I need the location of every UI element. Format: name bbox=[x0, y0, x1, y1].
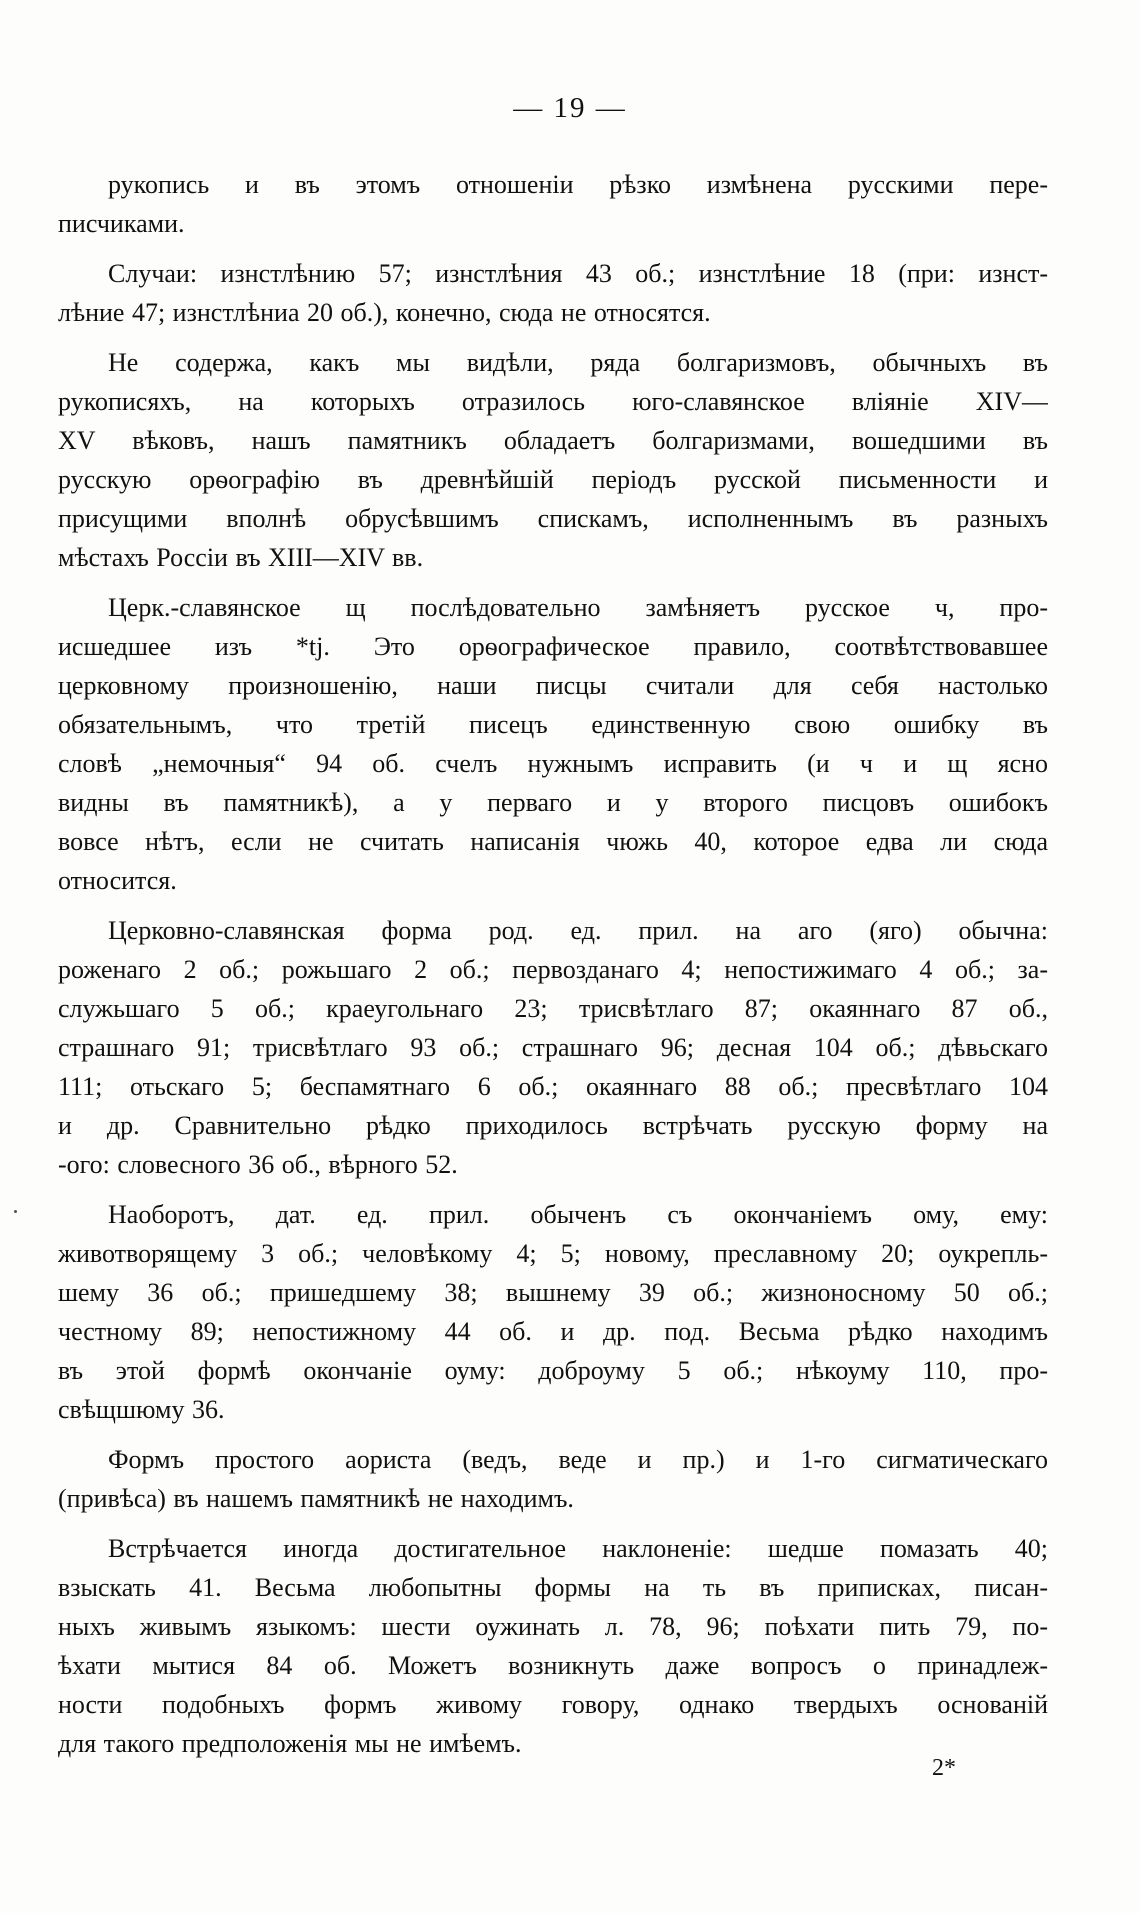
text-line: рукопись и въ этомъ отношеніи рѣзко измѣнена русскими пере- bbox=[108, 170, 1048, 199]
text-line: писчиками. bbox=[58, 209, 185, 238]
text-line: Случаи: изнстлѣнию 57; изнстлѣния 43 об.; изнстлѣние 18 (при: изнст- bbox=[108, 259, 1048, 288]
text-line: и др. Сравнительно рѣдко приходилось встрѣчать русскую форму на bbox=[58, 1111, 1048, 1140]
text-line: животворящему 3 об.; человѣкому 4; 5; новому, преславному 20; оукрепль- bbox=[58, 1239, 1048, 1268]
text-line: обязательнымъ, что третій писецъ единственную свою ошибку въ bbox=[58, 710, 1048, 739]
paragraph bbox=[58, 1195, 1048, 1429]
text-line: словѣ „немочныя“ 94 об. счелъ нужнымъ исправить (и ч и щ ясно bbox=[58, 749, 1048, 778]
text-line: Встрѣчается иногда достигательное наклоненіе: шедше помазать 40; bbox=[108, 1534, 1048, 1563]
text-line: роженаго 2 об.; рожьшаго 2 об.; первозданаго 4; непостижимаго 4 об.; за- bbox=[58, 955, 1048, 984]
text-line: честному 89; непостижному 44 об. и др. под. Весьма рѣдко находимъ bbox=[58, 1317, 1048, 1346]
text-line: взыскать 41. Весьма любопытны формы на ть въ приписках, писан- bbox=[58, 1573, 1048, 1602]
text-line: исшедшее изъ *tj. Это орѳографическое правило, соотвѣтствовавшее bbox=[58, 632, 1048, 661]
text-line: рукописяхъ, на которыхъ отразилось юго-славянское вліяніе XIV— bbox=[58, 387, 1048, 416]
text-line: -ого: словесного 36 об., вѣрного 52. bbox=[58, 1150, 458, 1179]
text-line: страшнаго 91; трисвѣтлаго 93 об.; страшнаго 96; десная 104 об.; дѣвьскаго bbox=[58, 1033, 1048, 1062]
text-line: (привѣса) въ нашемъ памятникѣ не находимъ. bbox=[58, 1484, 574, 1513]
printer-signature-mark: 2* bbox=[932, 1755, 956, 1781]
text-line: шему 36 об.; пришедшему 38; вышнему 39 об.; жизноносному 50 об.; bbox=[58, 1278, 1048, 1307]
paragraph bbox=[58, 343, 1048, 577]
text-line: видны въ памятникѣ), а у перваго и у второго писцовъ ошибокъ bbox=[58, 788, 1048, 817]
text-line: свѣщшюму 36. bbox=[58, 1395, 225, 1424]
text-line: ныхъ живымъ языкомъ: шести оужинать л. 78, 96; поѣхати пить 79, по- bbox=[58, 1612, 1048, 1641]
text-line: ѣхати мытися 84 об. Можетъ возникнуть даже вопросъ о принадлеж- bbox=[58, 1651, 1048, 1680]
text-line: Церковно-славянская форма род. ед. прил. на аго (яго) обычна: bbox=[108, 916, 1048, 945]
paragraph bbox=[58, 911, 1048, 1184]
page-number: — 19 — bbox=[513, 92, 627, 124]
text-line: служьшаго 5 об.; краеугольнаго 23; трисвѣтлаго 87; окаяннаго 87 об., bbox=[58, 994, 1048, 1023]
text-line: вовсе нѣтъ, если не считать написанія чюжь 40, которое едва ли сюда bbox=[58, 827, 1048, 856]
body-text bbox=[58, 165, 1048, 1774]
paragraph bbox=[58, 588, 1048, 900]
text-line: церковному произношенію, наши писцы считали для себя настолько bbox=[58, 671, 1048, 700]
paragraph bbox=[58, 1529, 1048, 1763]
text-line: лѣние 47; изнстлѣниа 20 об.), конечно, сюда не относятся. bbox=[58, 298, 711, 327]
text-line: въ этой формѣ окончаніе оуму: доброуму 5 об.; нѣкоуму 110, про- bbox=[58, 1356, 1048, 1385]
text-line: Наоборотъ, дат. ед. прил. обыченъ съ окончаніемъ ому, ему: bbox=[108, 1200, 1048, 1229]
text-line: присущими вполнѣ обрусѣвшимъ спискамъ, исполненнымъ въ разныхъ bbox=[58, 504, 1048, 533]
text-line: Церк.-славянское щ послѣдовательно замѣняетъ русское ч, про- bbox=[108, 593, 1048, 622]
text-line: мѣстахъ Россіи въ XIII—XIV вв. bbox=[58, 543, 424, 572]
margin-speck bbox=[14, 1210, 17, 1213]
text-line: ности подобныхъ формъ живому говору, однако твердыхъ основаній bbox=[58, 1690, 1048, 1719]
text-line: XV вѣковъ, нашъ памятникъ обладаетъ болгаризмами, вошедшими въ bbox=[58, 426, 1048, 455]
paragraph bbox=[58, 254, 1048, 332]
paragraph bbox=[58, 1440, 1048, 1518]
text-line: русскую орѳографію въ древнѣйшій періодъ русской письменности и bbox=[58, 465, 1048, 494]
paragraph bbox=[58, 165, 1048, 243]
text-line: Формъ простого аориста (ведъ, веде и пр.) и 1-го сигматическаго bbox=[108, 1445, 1048, 1474]
text-line: 111; отьскаго 5; беспамятнаго 6 об.; окаяннаго 88 об.; пресвѣтлаго 104 bbox=[58, 1072, 1048, 1101]
text-line: для такого предположенія мы не имѣемъ. bbox=[58, 1729, 522, 1758]
text-line: Не содержа, какъ мы видѣли, ряда болгаризмовъ, обычныхъ въ bbox=[108, 348, 1048, 377]
text-line: относится. bbox=[58, 866, 177, 895]
